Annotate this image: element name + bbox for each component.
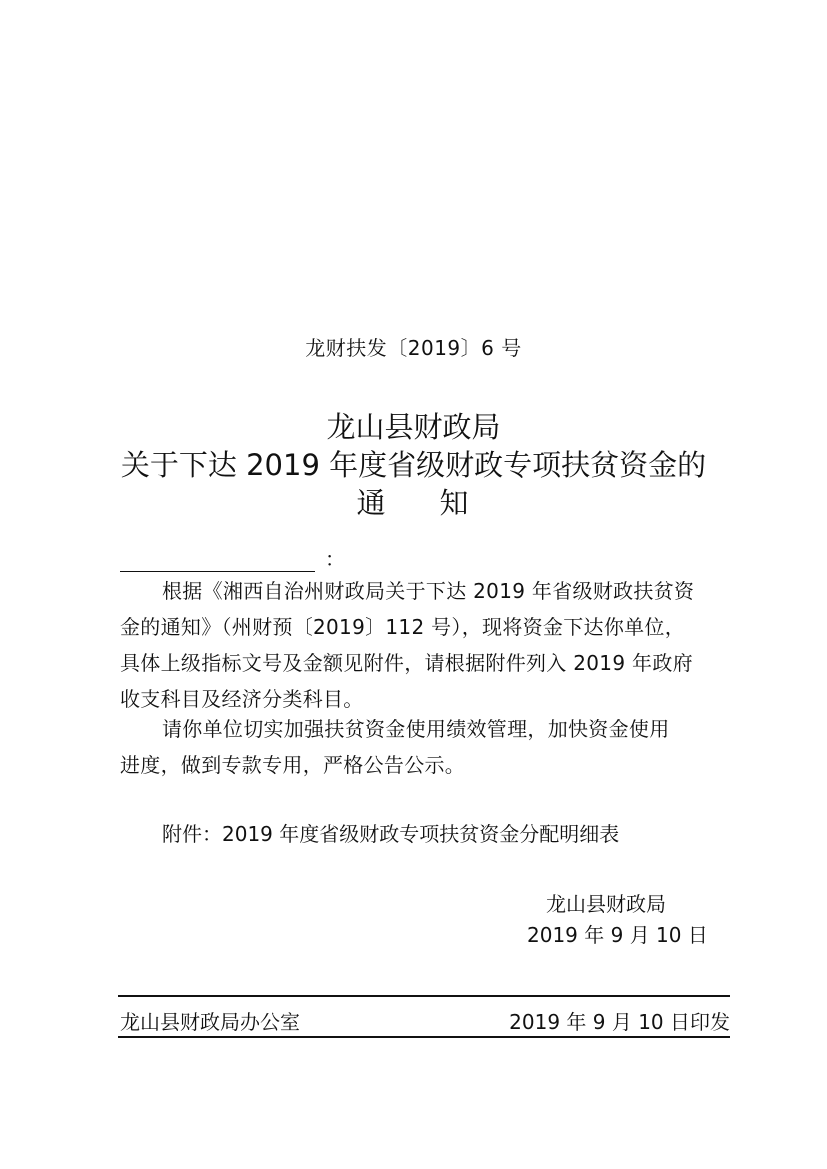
paragraph-1-line-4: 收支科目及经济分类科目。 [120, 687, 364, 711]
title-subject: 关于下达 2019 年度省级财政专项扶贫资金的 [120, 448, 707, 482]
paragraph-1-line-3: 具体上级指标文号及金额见附件，请根据附件列入 2019 年政府 [120, 651, 693, 675]
paragraph-2-line-2: 进度，做到专款专用，严格公告公示。 [120, 753, 466, 777]
signature-organization: 龙山县财政局 [546, 892, 666, 916]
footer-bottom-rule [118, 1036, 730, 1038]
addressee-blank-line [120, 549, 315, 572]
body-paragraph-1 [120, 573, 732, 717]
paragraph-2-line-1: 请你单位切实加强扶贫资金使用绩效管理，加快资金使用 [162, 717, 670, 741]
body-paragraph-2 [120, 711, 732, 783]
title-notice [0, 484, 827, 522]
paragraph-1-line-1: 根据《湘西自治州财政局关于下达 2019 年省级财政扶贫资 [162, 579, 695, 603]
footer-print-date: 2019 年 9 月 10 日印发 [509, 1010, 730, 1034]
document-number: 龙财扶发〔2019〕6 号 [305, 336, 522, 360]
document-title [0, 408, 827, 522]
addressee [120, 546, 345, 572]
footer-top-rule [118, 995, 730, 997]
title-notice-char-1: 通 [356, 486, 388, 520]
attachment-note: 附件：2019 年度省级财政专项扶贫资金分配明细表 [162, 822, 620, 846]
title-notice-char-2: 知 [439, 486, 471, 520]
footer-issuing-office: 龙山县财政局办公室 [120, 1010, 300, 1034]
paragraph-1-line-2: 金的通知》（州财预〔2019〕112 号），现将资金下达你单位， [120, 615, 686, 639]
title-issuer: 龙山县财政局 [326, 410, 501, 444]
signature-date: 2019 年 9 月 10 日 [527, 923, 708, 947]
addressee-colon: ： [325, 547, 345, 571]
